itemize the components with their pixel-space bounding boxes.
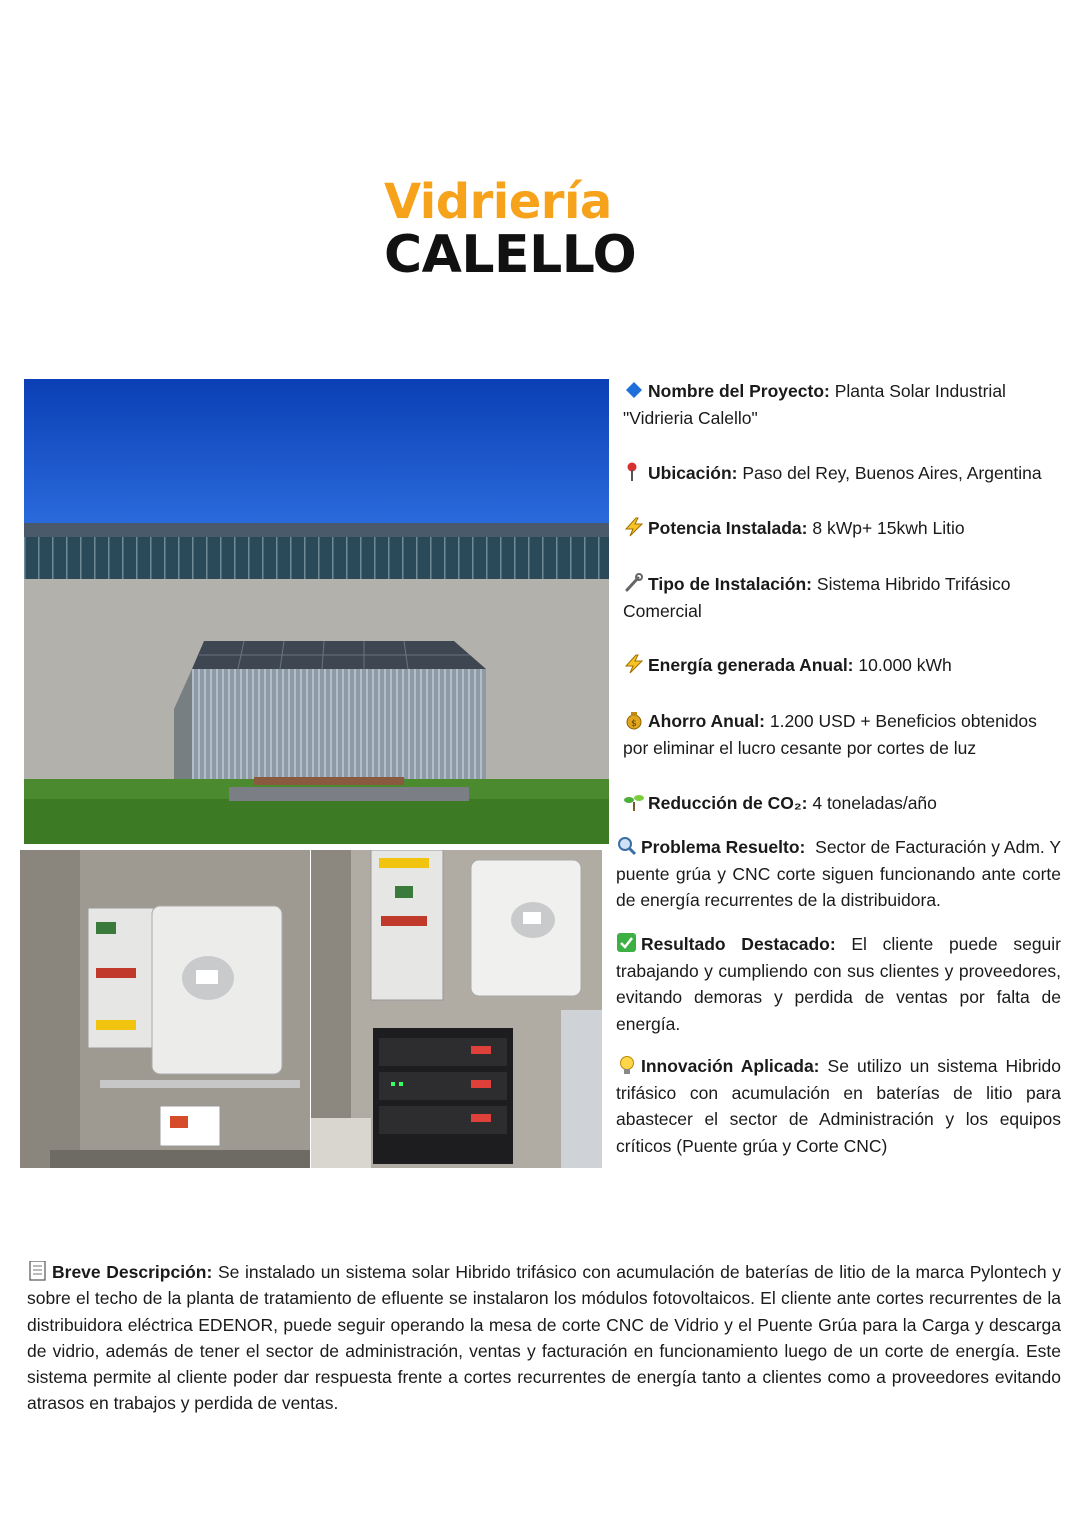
field-annual-energy — [623, 652, 1063, 679]
field-label: Innovación Aplicada: — [641, 1056, 820, 1076]
blue-diamond-icon — [623, 380, 645, 400]
field-installed-power — [623, 515, 1063, 542]
field-label: Reducción de CO₂: — [648, 793, 808, 813]
field-annual-savings — [623, 708, 1063, 761]
lightning-icon — [623, 654, 645, 674]
magnifier-icon — [616, 836, 638, 856]
field-label: Nombre del Proyecto: — [648, 381, 830, 401]
field-project-name — [623, 378, 1063, 431]
field-label: Problema Resuelto: — [641, 837, 806, 857]
field-value: Se utilizo un sistema Hibrido trifásico con acumulación en baterías de litio para abastecer el sector de Administración y los equipos críticos (Puente grúa y Corte CNC) — [616, 1056, 1061, 1156]
pin-icon — [623, 462, 645, 482]
field-value: 10.000 kWh — [858, 655, 952, 675]
svg-text:$: $ — [631, 719, 637, 729]
field-highlighted-result — [616, 931, 1061, 1037]
field-value: El cliente puede seguir trabajando y cumpliendo con sus clientes y proveedores, evitando demoras y perdida de ventas por falta de energía. — [616, 934, 1061, 1034]
field-label: Ubicación: — [648, 463, 738, 483]
inverter-photo — [20, 850, 310, 1168]
field-installation-type — [623, 571, 1063, 624]
field-applied-innovation — [616, 1053, 1061, 1159]
seedling-icon — [623, 792, 645, 812]
check-icon — [616, 933, 638, 953]
solar-plant-photo — [24, 379, 609, 844]
field-location — [623, 460, 1063, 487]
field-label: Tipo de Instalación: — [648, 574, 813, 594]
field-value: Planta Solar Industrial "Vidrieria Calello" — [623, 381, 1006, 428]
field-co2-reduction — [623, 790, 1063, 817]
money-bag-icon — [623, 710, 645, 730]
field-label: Energía generada Anual: — [648, 655, 854, 675]
wrench-icon — [623, 573, 645, 593]
field-value: 4 toneladas/año — [812, 793, 937, 813]
field-value: 1.200 USD + Beneficios obtenidos por eliminar el lucro cesante por cortes de luz — [623, 711, 1037, 758]
bulb-icon — [616, 1055, 638, 1075]
brief-description — [27, 1259, 1061, 1417]
description-text: Se instalado un sistema solar Hibrido trifásico con acumulación de baterías de litio de la marca Pylontech y sobre el techo de la planta de tratamiento de efluente se instalaron los módulos fotovoltaicos. El cliente ante cortes recurrentes de la distribuidora eléctrica EDENOR, puede seguir operando la mesa de corte CNC de Vidrio y el Puente Grúa para la Carga y descarga de vidrio, además de tener el sector de administración, ventas y facturación en funcionamiento luego de un corte de energía. Este sistema permite al cliente poder dar respuesta frente a cortes recurrentes de energía tanto a clientes como a proveedores evitando atrasos en trabajos y perdida de ventas. — [27, 1262, 1061, 1414]
field-value: 8 kWp+ 15kwh Litio — [812, 518, 965, 538]
field-value: Paso del Rey, Buenos Aires, Argentina — [742, 463, 1042, 483]
description-label: Breve Descripción: — [52, 1262, 213, 1282]
field-label: Resultado Destacado: — [641, 934, 836, 954]
field-label: Potencia Instalada: — [648, 518, 808, 538]
battery-rack-photo — [311, 850, 602, 1168]
logo-line-1: Vidriería — [384, 174, 612, 230]
field-problem-solved — [616, 834, 1061, 914]
document-icon — [27, 1261, 49, 1281]
field-label: Ahorro Anual: — [648, 711, 765, 731]
lightning-icon — [623, 517, 645, 537]
company-logo — [384, 174, 644, 285]
field-value: Sector de Facturación y Adm. Y puente grúa y CNC corte siguen funcionando ante corte de energía recurrentes de la distribuidora. — [616, 837, 1061, 910]
field-value: Sistema Hibrido Trifásico Comercial — [623, 574, 1011, 621]
logo-line-2: CALELLO — [384, 225, 637, 285]
